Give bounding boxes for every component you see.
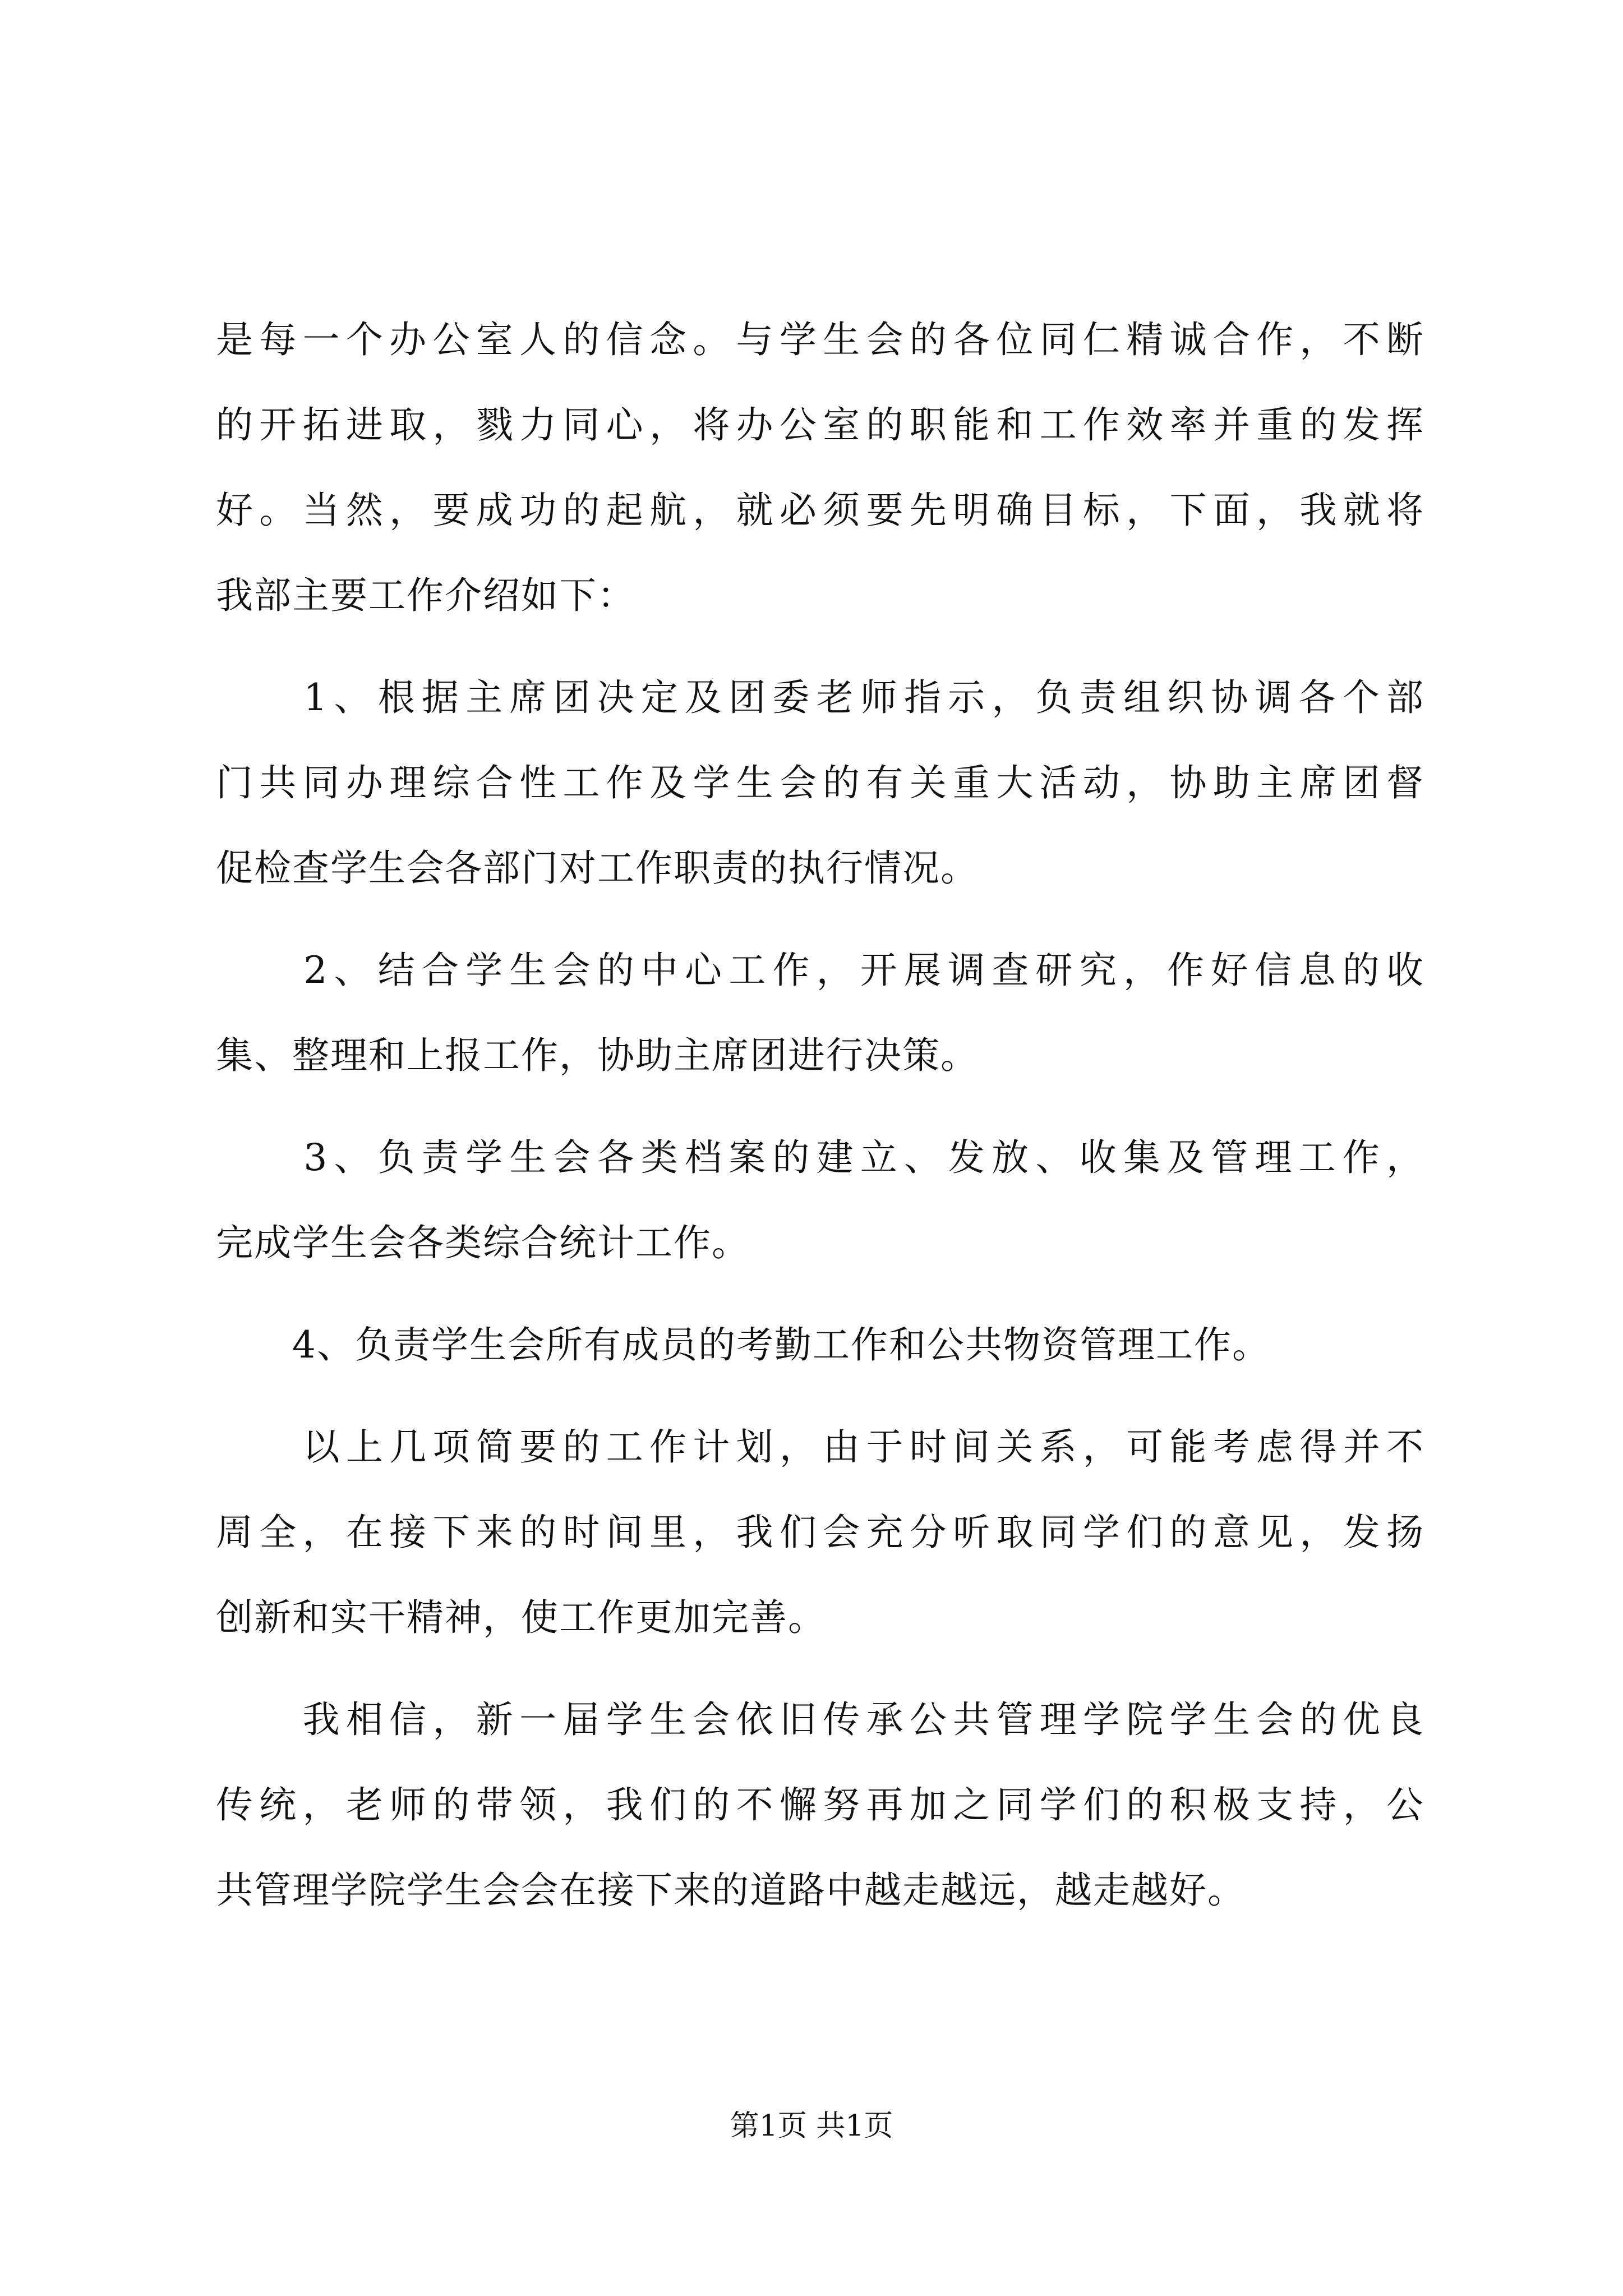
page-footer: 第1页 共1页 [730, 2109, 893, 2143]
text-line: 传统，老师的带领，我们的不懈努再加之同学们的积极支持，公 [216, 1783, 1424, 1826]
text-line: 是每一个办公室人的信念。与学生会的各位同仁精诚合作，不断 [216, 318, 1424, 361]
paragraph-gap [216, 1660, 1424, 1677]
paragraph-gap [216, 911, 1424, 928]
text-line: 1、根据主席团决定及团委老师指示，负责组织协调各个部 [216, 676, 1424, 719]
text-line: 促检查学生会各部门对工作职责的执行情况。 [216, 846, 979, 890]
text-line: 好。当然，要成功的起航，就必须要先明确目标，下面，我就将 [216, 489, 1424, 532]
text-line: 我相信，新一届学生会依旧传承公共管理学院学生会的优良 [216, 1698, 1424, 1741]
text-line: 共管理学院学生会会在接下来的道路中越走越远，越走越好。 [216, 1869, 1246, 1912]
text-line: 我部主要工作介绍如下： [216, 574, 635, 617]
text-line: 以上几项简要的工作计划，由于时间关系，可能考虑得并不 [216, 1425, 1424, 1469]
paragraph-gap [216, 1098, 1424, 1115]
text-line: 完成学生会各类综合统计工作。 [216, 1221, 750, 1264]
text-line: 3、负责学生会各类档案的建立、发放、收集及管理工作， [216, 1136, 1424, 1179]
paragraph-gap [216, 638, 1424, 655]
text-line: 门共同办理综合性工作及学生会的有关重大活动，协助主席团督 [216, 761, 1424, 804]
text-line: 4、负责学生会所有成员的考勤工作和公共物资管理工作。 [216, 1323, 1270, 1366]
text-line: 周全，在接下来的时间里，我们会充分听取同学们的意见，发扬 [216, 1511, 1424, 1554]
paragraph-gap [216, 1388, 1424, 1405]
text-line: 创新和实干精神，使工作更加完善。 [216, 1596, 826, 1639]
text-line: 的开拓进取，戮力同心，将办公室的职能和工作效率并重的发挥 [216, 403, 1424, 447]
document-body [216, 297, 1424, 1933]
text-line: 2、结合学生会的中心工作，开展调查研究，作好信息的收 [216, 949, 1424, 992]
text-line: 集、整理和上报工作，协助主席团进行决策。 [216, 1034, 979, 1077]
paragraph-gap [216, 1286, 1424, 1303]
